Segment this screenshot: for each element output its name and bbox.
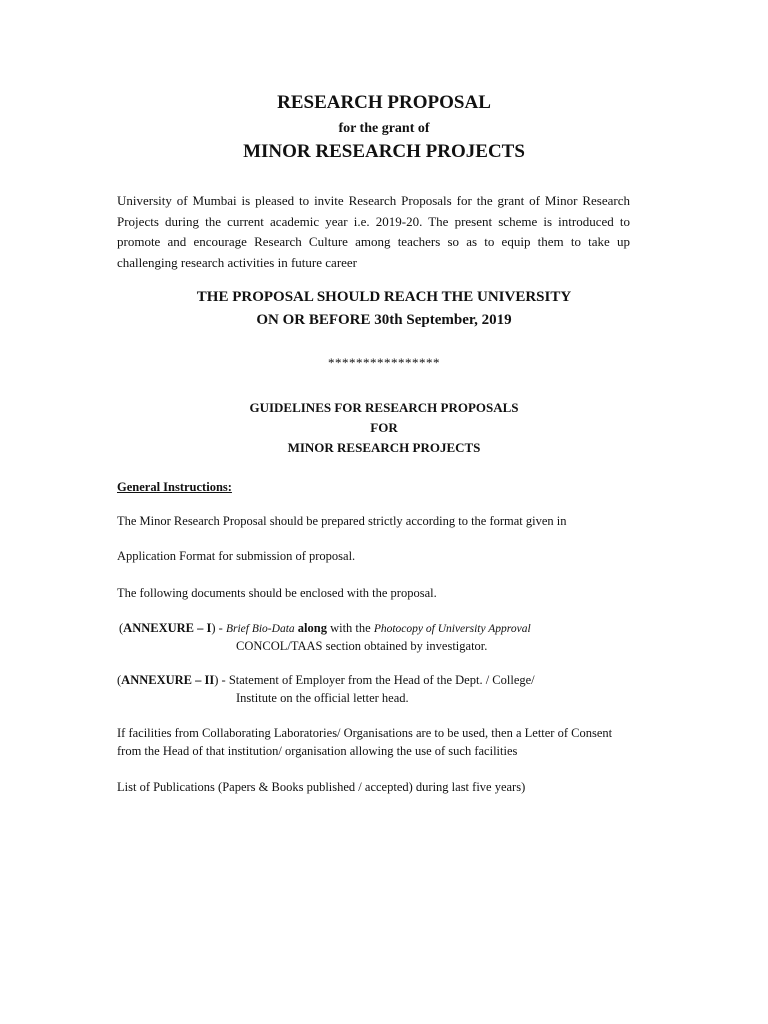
annexure-1-photocopy: Photocopy of University Approval xyxy=(373,623,531,635)
annexure-1-line xyxy=(119,621,531,636)
annexure-2-open: ( xyxy=(117,673,122,687)
annexure-1-with: with the xyxy=(326,621,374,635)
document-subtitle: for the grant of xyxy=(338,121,430,136)
annexure-1-open: ( xyxy=(119,621,124,635)
facilities-line-2: from the Head of that institution/ organisation allowing the use of such facilities xyxy=(117,744,518,758)
general-instructions-heading: General Instructions: xyxy=(117,480,232,494)
annexure-1-along: along xyxy=(294,621,327,635)
intro-paragraph: University of Mumbai is pleased to invite Research Proposals for the grant of Minor Research Projects during the current academic year i.e. 2019-20. The present scheme is introduced to promote and encourage Research Culture among teachers so as to equip them to take up challenging research activities in future career xyxy=(117,193,630,270)
annexure-1-close: ) xyxy=(211,621,216,635)
publications-line: List of Publications (Papers & Books published / accepted) during last five years) xyxy=(117,780,526,794)
annexure-1-label: ANNEXURE – I xyxy=(123,621,212,635)
annexure-2-rest: - Statement of Employer from the Head of the Dept. / College/ xyxy=(218,673,535,687)
guidelines-heading-3: MINOR RESEARCH PROJECTS xyxy=(287,440,481,455)
guidelines-heading-1: GUIDELINES FOR RESEARCH PROPOSALS xyxy=(249,400,519,415)
facilities-line-1: If facilities from Collaborating Laboratories/ Organisations are to be used, then a Letter of Consent xyxy=(117,726,613,740)
instruction-paragraph-1: The Minor Research Proposal should be prepared strictly according to the format given in xyxy=(117,514,567,528)
project-title: MINOR RESEARCH PROJECTS xyxy=(243,141,525,162)
annexure-1-line-2: CONCOL/TAAS section obtained by investigator. xyxy=(236,639,488,653)
document-title: RESEARCH PROPOSAL xyxy=(277,92,491,113)
annexure-1-biodata: Brief Bio-Data xyxy=(225,623,295,635)
annexure-1-dash: - xyxy=(215,621,226,635)
instruction-paragraph-3: The following documents should be enclosed with the proposal. xyxy=(117,586,437,600)
annexure-2-close: ) xyxy=(214,673,219,687)
guidelines-heading-2: FOR xyxy=(370,420,398,435)
annexure-2-label: ANNEXURE – II xyxy=(121,673,215,687)
instruction-paragraph-2: Application Format for submission of proposal. xyxy=(117,549,356,563)
annexure-2-line-2: Institute on the official letter head. xyxy=(236,691,409,705)
separator-stars: **************** xyxy=(328,355,440,370)
annexure-2-line xyxy=(117,673,535,688)
deadline-line-2: ON OR BEFORE 30th September, 2019 xyxy=(256,312,512,328)
deadline-line-1: THE PROPOSAL SHOULD REACH THE UNIVERSITY xyxy=(196,289,572,305)
